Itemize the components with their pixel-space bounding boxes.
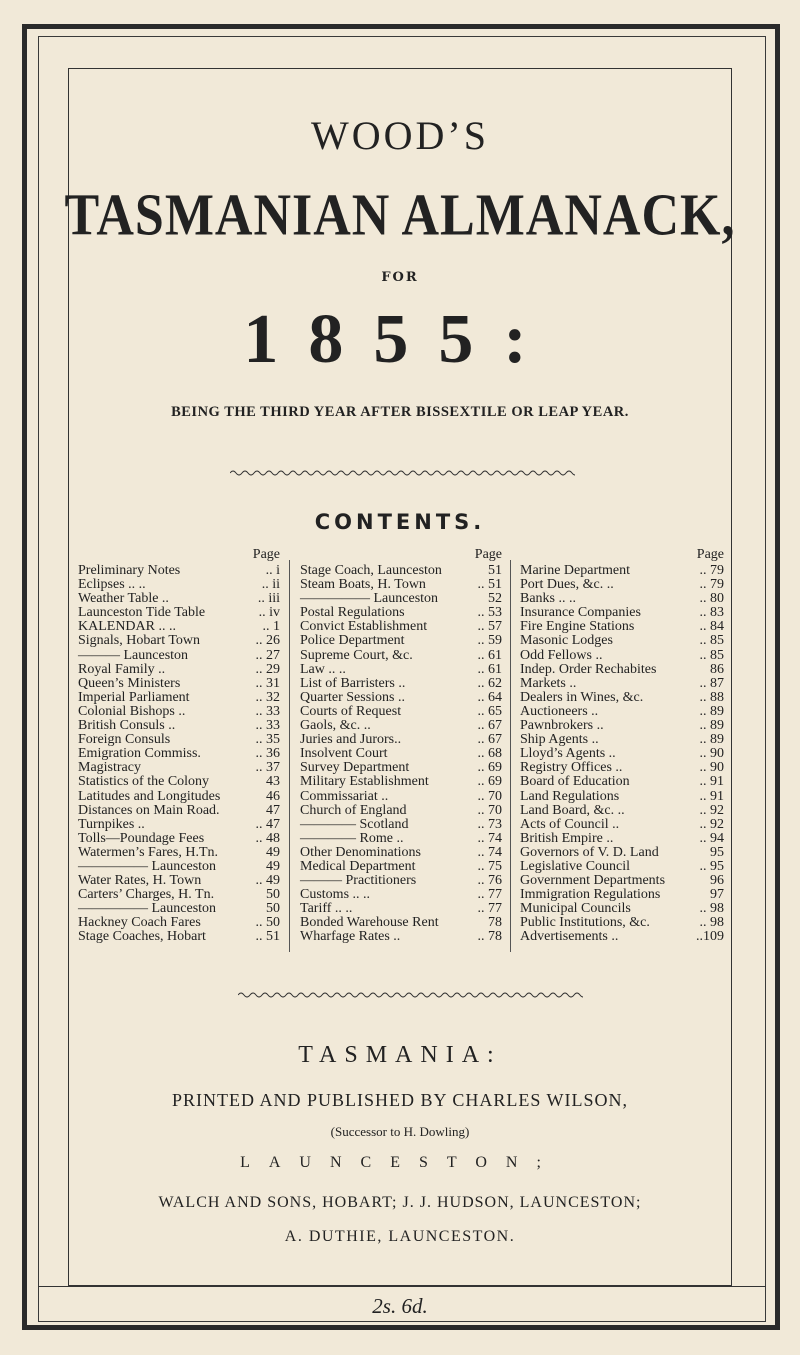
contents-entry [78, 564, 280, 578]
contents-entry [300, 719, 502, 733]
contents-entry [520, 620, 724, 634]
contents-entry [78, 804, 280, 818]
entry-title: Convict Establishment [300, 619, 428, 635]
entry-page: .. 92 [699, 816, 724, 832]
year-title: 1855: [243, 301, 557, 378]
entry-title: Hackney Coach Fares [78, 915, 201, 931]
entry-page: .. 84 [699, 619, 724, 635]
page-column-label: Page [696, 547, 724, 562]
entry-page: .. 78 [477, 929, 502, 945]
entry-page: 49 [266, 858, 280, 874]
contents-entry [300, 888, 502, 902]
entry-page: .. 89 [699, 718, 724, 734]
city-line: LAUNCESTON; [240, 1154, 560, 1171]
contents-entry [520, 733, 724, 747]
contents-entry [520, 606, 724, 620]
column-divider [289, 560, 290, 952]
entry-title: British Consuls .. [78, 718, 176, 734]
entry-page: .. 57 [477, 619, 502, 635]
entry-page: .. 27 [255, 647, 280, 663]
entry-page: .. 91 [699, 788, 724, 804]
contents-entry [520, 916, 724, 930]
entry-title: Acts of Council .. [520, 816, 620, 832]
entry-title: Customs .. .. [300, 887, 371, 903]
entry-page: 46 [266, 788, 280, 804]
contents-entry [300, 705, 502, 719]
entry-page: .. 98 [699, 915, 724, 931]
contents-entry [520, 719, 724, 733]
entry-title: Imperial Parliament [78, 689, 190, 705]
entry-page: .. 80 [699, 591, 724, 607]
contents-entry [300, 634, 502, 648]
entry-title: Water Rates, H. Town [78, 873, 202, 889]
contents-entry [520, 677, 724, 691]
entry-title: ———— Scotland [300, 816, 409, 832]
entry-title: Military Establishment [300, 774, 429, 790]
entry-page: .. 74 [477, 844, 502, 860]
entry-title: Police Department [300, 633, 405, 649]
page-column-label: Page [474, 547, 502, 562]
entry-page: 96 [710, 873, 724, 889]
contents-entry [520, 804, 724, 818]
contents-entry [300, 804, 502, 818]
contents-entry [300, 775, 502, 789]
entry-page: .. 31 [255, 675, 280, 691]
entry-title: Law .. .. [300, 661, 346, 677]
entry-title: Banks .. .. [520, 591, 576, 607]
entry-page: 52 [488, 591, 502, 607]
entry-page: .. 79 [699, 577, 724, 593]
entry-title: Markets .. [520, 675, 577, 691]
entry-title: Queen’s Ministers [78, 675, 181, 691]
wavy-rule-bottom [238, 990, 583, 1000]
entry-page: .. 69 [477, 774, 502, 790]
successor-line: (Successor to H. Dowling) [330, 1124, 470, 1139]
entry-page: 86 [710, 661, 724, 677]
entry-page: ..109 [696, 929, 724, 945]
entry-page: .. 35 [255, 732, 280, 748]
entry-title: Advertisements .. [520, 929, 619, 945]
entry-title: Masonic Lodges [520, 633, 613, 649]
entry-page: .. 89 [699, 732, 724, 748]
entry-page: 97 [710, 887, 724, 903]
entry-title: Launceston Tide Table [78, 605, 206, 621]
contents-entry [520, 860, 724, 874]
contents-entry [300, 747, 502, 761]
entry-page: .. 70 [477, 788, 502, 804]
entry-title: Colonial Bishops .. [78, 703, 186, 719]
entry-page: .. 73 [477, 816, 502, 832]
contents-entry [78, 930, 280, 944]
contents-entry [78, 620, 280, 634]
entry-page: .. 88 [699, 689, 724, 705]
entry-page: 50 [266, 887, 280, 903]
entry-title: Auctioneers .. [520, 703, 599, 719]
entry-title: Public Institutions, &c. [520, 915, 650, 931]
contents-entry [300, 860, 502, 874]
entry-title: ————— Launceston [78, 858, 217, 874]
entry-title: Insolvent Court [300, 746, 388, 762]
contents-entry [78, 606, 280, 620]
contents-entry [78, 775, 280, 789]
entry-title: Lloyd’s Agents .. [520, 746, 616, 762]
entry-title: ————— Launceston [78, 901, 217, 917]
entry-page: .. 90 [699, 746, 724, 762]
entry-title: Pawnbrokers .. [520, 718, 604, 734]
entry-page: .. 85 [699, 633, 724, 649]
contents-entry [300, 606, 502, 620]
entry-page: .. 53 [477, 605, 502, 621]
entry-title: Government Departments [520, 873, 666, 889]
entry-page: .. iv [258, 605, 280, 621]
entry-page: .. 95 [699, 858, 724, 874]
entry-page: .. 98 [699, 901, 724, 917]
contents-entry [520, 930, 724, 944]
contents-entry [300, 846, 502, 860]
entry-title: Stage Coaches, Hobart [78, 929, 206, 945]
price-divider [38, 1286, 766, 1287]
entry-title: Eclipses .. .. [78, 577, 146, 593]
contents-entry [300, 902, 502, 916]
entry-page: .. 51 [255, 929, 280, 945]
agents-line-1: WALCH AND SONS, HOBART; J. J. HUDSON, LAUNCESTON; [158, 1194, 642, 1211]
entry-page: .. 65 [477, 703, 502, 719]
entry-title: Church of England [300, 802, 407, 818]
entry-page: .. 49 [255, 873, 280, 889]
contents-entry [520, 663, 724, 677]
contents-entry [78, 790, 280, 804]
contents-entry [520, 874, 724, 888]
contents-entry [520, 649, 724, 663]
entry-page: .. 62 [477, 675, 502, 691]
contents-entry [300, 761, 502, 775]
entry-page: .. 50 [255, 915, 280, 931]
entry-page: .. 77 [477, 887, 502, 903]
contents-entry [78, 719, 280, 733]
publisher-line: WOOD’S [311, 113, 489, 158]
contents-entry [78, 578, 280, 592]
entry-page: .. 64 [477, 689, 502, 705]
contents-entry [300, 874, 502, 888]
entry-title: Municipal Councils [520, 901, 631, 917]
price: 2s. 6d. [372, 1294, 428, 1318]
contents-entry [78, 649, 280, 663]
contents-entry [520, 691, 724, 705]
entry-page: .. 94 [699, 830, 724, 846]
entry-page: .. 1 [262, 619, 280, 635]
contents-entry [78, 874, 280, 888]
entry-page: .. 61 [477, 661, 502, 677]
entry-page: .. i [265, 563, 280, 578]
entry-title: Immigration Regulations [520, 887, 661, 903]
almanack-title: TASMANIAN ALMANACK, [64, 182, 736, 249]
entry-title: Land Board, &c. .. [520, 802, 625, 818]
entry-title: Quarter Sessions .. [300, 689, 405, 705]
entry-title: ———— Rome .. [300, 830, 404, 846]
entry-title: ——— Practitioners [300, 873, 417, 889]
entry-title: Dealers in Wines, &c. [520, 689, 644, 705]
entry-title: Carters’ Charges, H. Tn. [78, 887, 215, 903]
entry-title: Postal Regulations [300, 605, 405, 621]
contents-entry [300, 620, 502, 634]
entry-title: Legislative Council [520, 858, 631, 874]
contents-entry [300, 578, 502, 592]
contents-entry [78, 902, 280, 916]
contents-entry [78, 747, 280, 761]
entry-title: Juries and Jurors.. [300, 732, 402, 748]
contents-entry [520, 818, 724, 832]
entry-title: Wharfage Rates .. [300, 929, 401, 945]
contents-column-3 [520, 548, 724, 945]
entry-title: Gaols, &c. .. [300, 718, 371, 734]
entry-page: 95 [710, 844, 724, 860]
contents-heading: CONTENTS. [314, 510, 486, 534]
entry-page: .. 33 [255, 703, 280, 719]
contents-entry [300, 790, 502, 804]
entry-title: Preliminary Notes [78, 563, 181, 578]
page-column-label: Page [252, 547, 280, 562]
contents-entry [300, 663, 502, 677]
entry-page: .. 83 [699, 605, 724, 621]
entry-page: .. 87 [699, 675, 724, 691]
contents-entry [520, 705, 724, 719]
column-divider [510, 560, 511, 952]
contents-entry [78, 860, 280, 874]
printer-line: PRINTED AND PUBLISHED BY CHARLES WILSON, [171, 1090, 629, 1110]
entry-page: 49 [266, 844, 280, 860]
contents-entry [78, 691, 280, 705]
entry-title: Stage Coach, Launceston [300, 563, 442, 578]
entry-page: .. 26 [255, 633, 280, 649]
entry-page: .. 32 [255, 689, 280, 705]
entry-page: .. 68 [477, 746, 502, 762]
entry-title: Registry Offices .. [520, 760, 623, 776]
entry-title: Supreme Court, &c. [300, 647, 413, 663]
entry-title: Courts of Request [300, 703, 402, 719]
entry-page: .. 51 [477, 577, 502, 593]
contents-entry [300, 832, 502, 846]
contents-entry [520, 747, 724, 761]
contents-entry [78, 634, 280, 648]
contents-entry [520, 846, 724, 860]
entry-page: .. 74 [477, 830, 502, 846]
entry-title: Weather Table .. [78, 591, 169, 607]
entry-title: Marine Department [520, 563, 631, 578]
entry-title: Steam Boats, H. Town [300, 577, 426, 593]
contents-entry [300, 930, 502, 944]
entry-page: .. 77 [477, 901, 502, 917]
contents-entry [300, 677, 502, 691]
contents-entry [300, 916, 502, 930]
contents-entry [520, 564, 724, 578]
entry-page: .. 47 [255, 816, 280, 832]
place-heading: TASMANIA: [298, 1042, 502, 1068]
contents-entry [78, 832, 280, 846]
contents-entry [300, 733, 502, 747]
entry-title: ——— Launceston [78, 647, 189, 663]
contents-column-1 [78, 548, 280, 945]
entry-title: Watermen’s Fares, H.Tn. [78, 844, 218, 860]
entry-title: Governors of V. D. Land [520, 844, 659, 860]
entry-title: Commissariat .. [300, 788, 389, 804]
entry-title: Royal Family .. [78, 661, 166, 677]
leap-year-subtitle: BEING THE THIRD YEAR AFTER BISSEXTILE OR LEAP YEAR. [171, 404, 629, 420]
entry-page: .. ii [261, 577, 280, 593]
entry-page: .. 79 [699, 563, 724, 578]
entry-title: Fire Engine Stations [520, 619, 635, 635]
entry-title: List of Barristers .. [300, 675, 406, 691]
entry-page: 50 [266, 901, 280, 917]
contents-entry [520, 634, 724, 648]
entry-page: .. 76 [477, 873, 502, 889]
entry-page: .. 29 [255, 661, 280, 677]
entry-page: .. 48 [255, 830, 280, 846]
entry-page: .. 89 [699, 703, 724, 719]
entry-title: ————— Launceston [300, 591, 439, 607]
entry-title: KALENDAR .. .. [78, 619, 176, 635]
entry-page: .. iii [257, 591, 280, 607]
contents-entry [78, 733, 280, 747]
contents-entry [520, 902, 724, 916]
entry-title: British Empire .. [520, 830, 614, 846]
contents-entry [300, 691, 502, 705]
entry-title: Land Regulations [520, 788, 620, 804]
entry-page: .. 67 [477, 732, 502, 748]
contents-entry [520, 790, 724, 804]
entry-title: Other Denominations [300, 844, 421, 860]
entry-title: Emigration Commiss. [78, 746, 201, 762]
contents-entry [300, 592, 502, 606]
contents-entry [300, 818, 502, 832]
contents-entry [78, 677, 280, 691]
contents-entry [78, 846, 280, 860]
entry-page: .. 70 [477, 802, 502, 818]
entry-page: .. 61 [477, 647, 502, 663]
contents-entry [520, 592, 724, 606]
entry-title: Distances on Main Road. [78, 802, 220, 818]
entry-title: Statistics of the Colony [78, 774, 210, 790]
contents-entry [520, 761, 724, 775]
entry-page: .. 69 [477, 760, 502, 776]
contents-entry [78, 592, 280, 606]
contents-entry [78, 663, 280, 677]
entry-page: .. 36 [255, 746, 280, 762]
contents-entry [78, 888, 280, 902]
contents-entry [78, 916, 280, 930]
for-label: FOR [381, 270, 419, 285]
entry-title: Bonded Warehouse Rent [300, 915, 439, 931]
contents-entry [78, 818, 280, 832]
entry-page: 51 [488, 563, 502, 578]
entry-title: Tolls—Poundage Fees [78, 830, 205, 846]
contents-entry [78, 705, 280, 719]
contents-entry [520, 578, 724, 592]
entry-title: Board of Education [520, 774, 630, 790]
entry-title: Odd Fellows .. [520, 647, 603, 663]
entry-title: Magistracy [78, 760, 141, 776]
entry-page: .. 92 [699, 802, 724, 818]
entry-page: .. 37 [255, 760, 280, 776]
entry-page: 43 [266, 774, 280, 790]
entry-title: Indep. Order Rechabites [520, 661, 657, 677]
entry-page: .. 59 [477, 633, 502, 649]
entry-title: Insurance Companies [520, 605, 641, 621]
entry-title: Signals, Hobart Town [78, 633, 201, 649]
entry-title: Turnpikes .. [78, 816, 145, 832]
contents-entry [300, 564, 502, 578]
entry-title: Survey Department [300, 760, 410, 776]
entry-page: .. 90 [699, 760, 724, 776]
entry-page: 78 [488, 915, 502, 931]
contents-entry [520, 888, 724, 902]
entry-title: Ship Agents .. [520, 732, 599, 748]
entry-title: Tariff .. .. [300, 901, 353, 917]
wavy-rule-top [230, 468, 575, 478]
entry-page: .. 91 [699, 774, 724, 790]
entry-page: .. 75 [477, 858, 502, 874]
entry-title: Medical Department [300, 858, 416, 874]
entry-page: 47 [266, 802, 280, 818]
entry-page: .. 85 [699, 647, 724, 663]
entry-page: .. 67 [477, 718, 502, 734]
contents-entry [520, 775, 724, 789]
agents-line-2: A. DUTHIE, LAUNCESTON. [284, 1228, 516, 1245]
entry-title: Foreign Consuls [78, 732, 171, 748]
contents-entry [520, 832, 724, 846]
entry-title: Latitudes and Longitudes [78, 788, 221, 804]
contents-column-2 [300, 548, 502, 945]
contents-entry [300, 649, 502, 663]
entry-title: Port Dues, &c. .. [520, 577, 614, 593]
contents-entry [78, 761, 280, 775]
entry-page: .. 33 [255, 718, 280, 734]
